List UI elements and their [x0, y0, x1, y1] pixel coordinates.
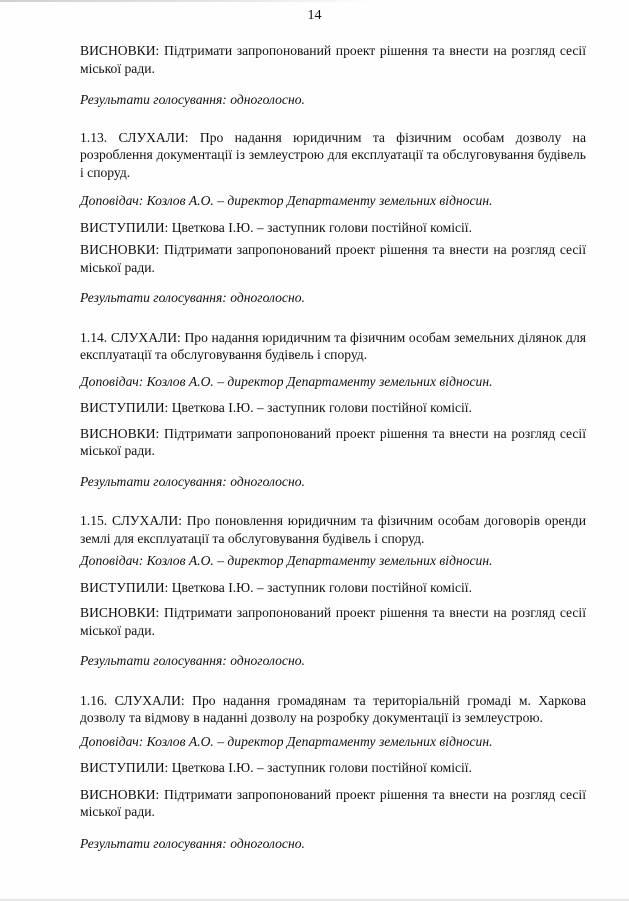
item-heard-1-14: 1.14. СЛУХАЛИ: Про надання юридичним та фізичним особам земельних ділянок для експлуатації та обслуговування будівель і споруд. [80, 329, 586, 362]
speakers-line: ВИСТУПИЛИ: Цветкова І.Ю. – заступник голови постійної комісії. [80, 760, 472, 775]
reporter-line: Доповідач: Козлов А.О. – директор Департаменту земельних відносин. [80, 553, 493, 568]
speakers-line: ВИСТУПИЛИ: Цветкова І.Ю. – заступник голови постійної комісії. [80, 579, 472, 595]
reporter-line: Доповідач: Козлов А.О. – директор Департаменту земельних відносин. [80, 373, 493, 389]
reporter-line: Доповідач: Козлов А.О. – директор Департаменту земельних відносин. [80, 193, 493, 208]
conclusion-text: ВИСНОВКИ: Підтримати запропонований проект рішення та внести на розгляд сесії міської ради. [80, 605, 586, 638]
page-number: 14 [307, 8, 322, 23]
speakers-line: ВИСТУПИЛИ: Цветкова І.Ю. – заступник голови постійної комісії. [80, 400, 472, 415]
conclusion-text: ВИСНОВКИ: Підтримати запропонований проект рішення та внести на розгляд сесії міської ради. [80, 425, 586, 458]
voting-result: Результати голосування: одноголосно. [80, 835, 305, 851]
voting-result: Результати голосування: одноголосно. [80, 92, 305, 107]
conclusion-text: ВИСНОВКИ: Підтримати запропонований проект рішення та внести на розгляд сесії міської ради. [80, 242, 586, 275]
item-heard-1-13: 1.13. СЛУХАЛИ: Про надання юридичним та фізичним особам дозволу на розроблення документації із землеустрою для експлуатації та обслуговування будівель і споруд. [80, 129, 586, 180]
reporter-line: Доповідач: Козлов А.О. – директор Департаменту земельних відносин. [80, 733, 493, 749]
conclusion-text: ВИСНОВКИ: Підтримати запропонований проект рішення та внести на розгляд сесії міської ради. [80, 786, 586, 819]
item-heard-1-15: 1.15. СЛУХАЛИ: Про поновлення юридичним та фізичним особам договорів оренди землі для експлуатації та обслуговування будівель і споруд. [80, 513, 586, 546]
scan-top-edge [0, 0, 629, 2]
voting-result: Результати голосування: одноголосно. [80, 653, 305, 668]
conclusion-text: ВИСНОВКИ: Підтримати запропонований проект рішення та внести на розгляд сесії міської ради. [80, 43, 586, 76]
speakers-line: ВИСТУПИЛИ: Цветкова І.Ю. – заступник голови постійної комісії. [80, 219, 472, 235]
voting-result: Результати голосування: одноголосно. [80, 290, 305, 305]
voting-result: Результати голосування: одноголосно. [80, 473, 305, 489]
minutes-content [80, 40, 586, 852]
item-heard-1-16: 1.16. СЛУХАЛИ: Про надання громадянам та територіальній громаді м. Харкова дозволу та відмову в наданні дозволу на розробку документації із землеустрою. [80, 692, 586, 725]
